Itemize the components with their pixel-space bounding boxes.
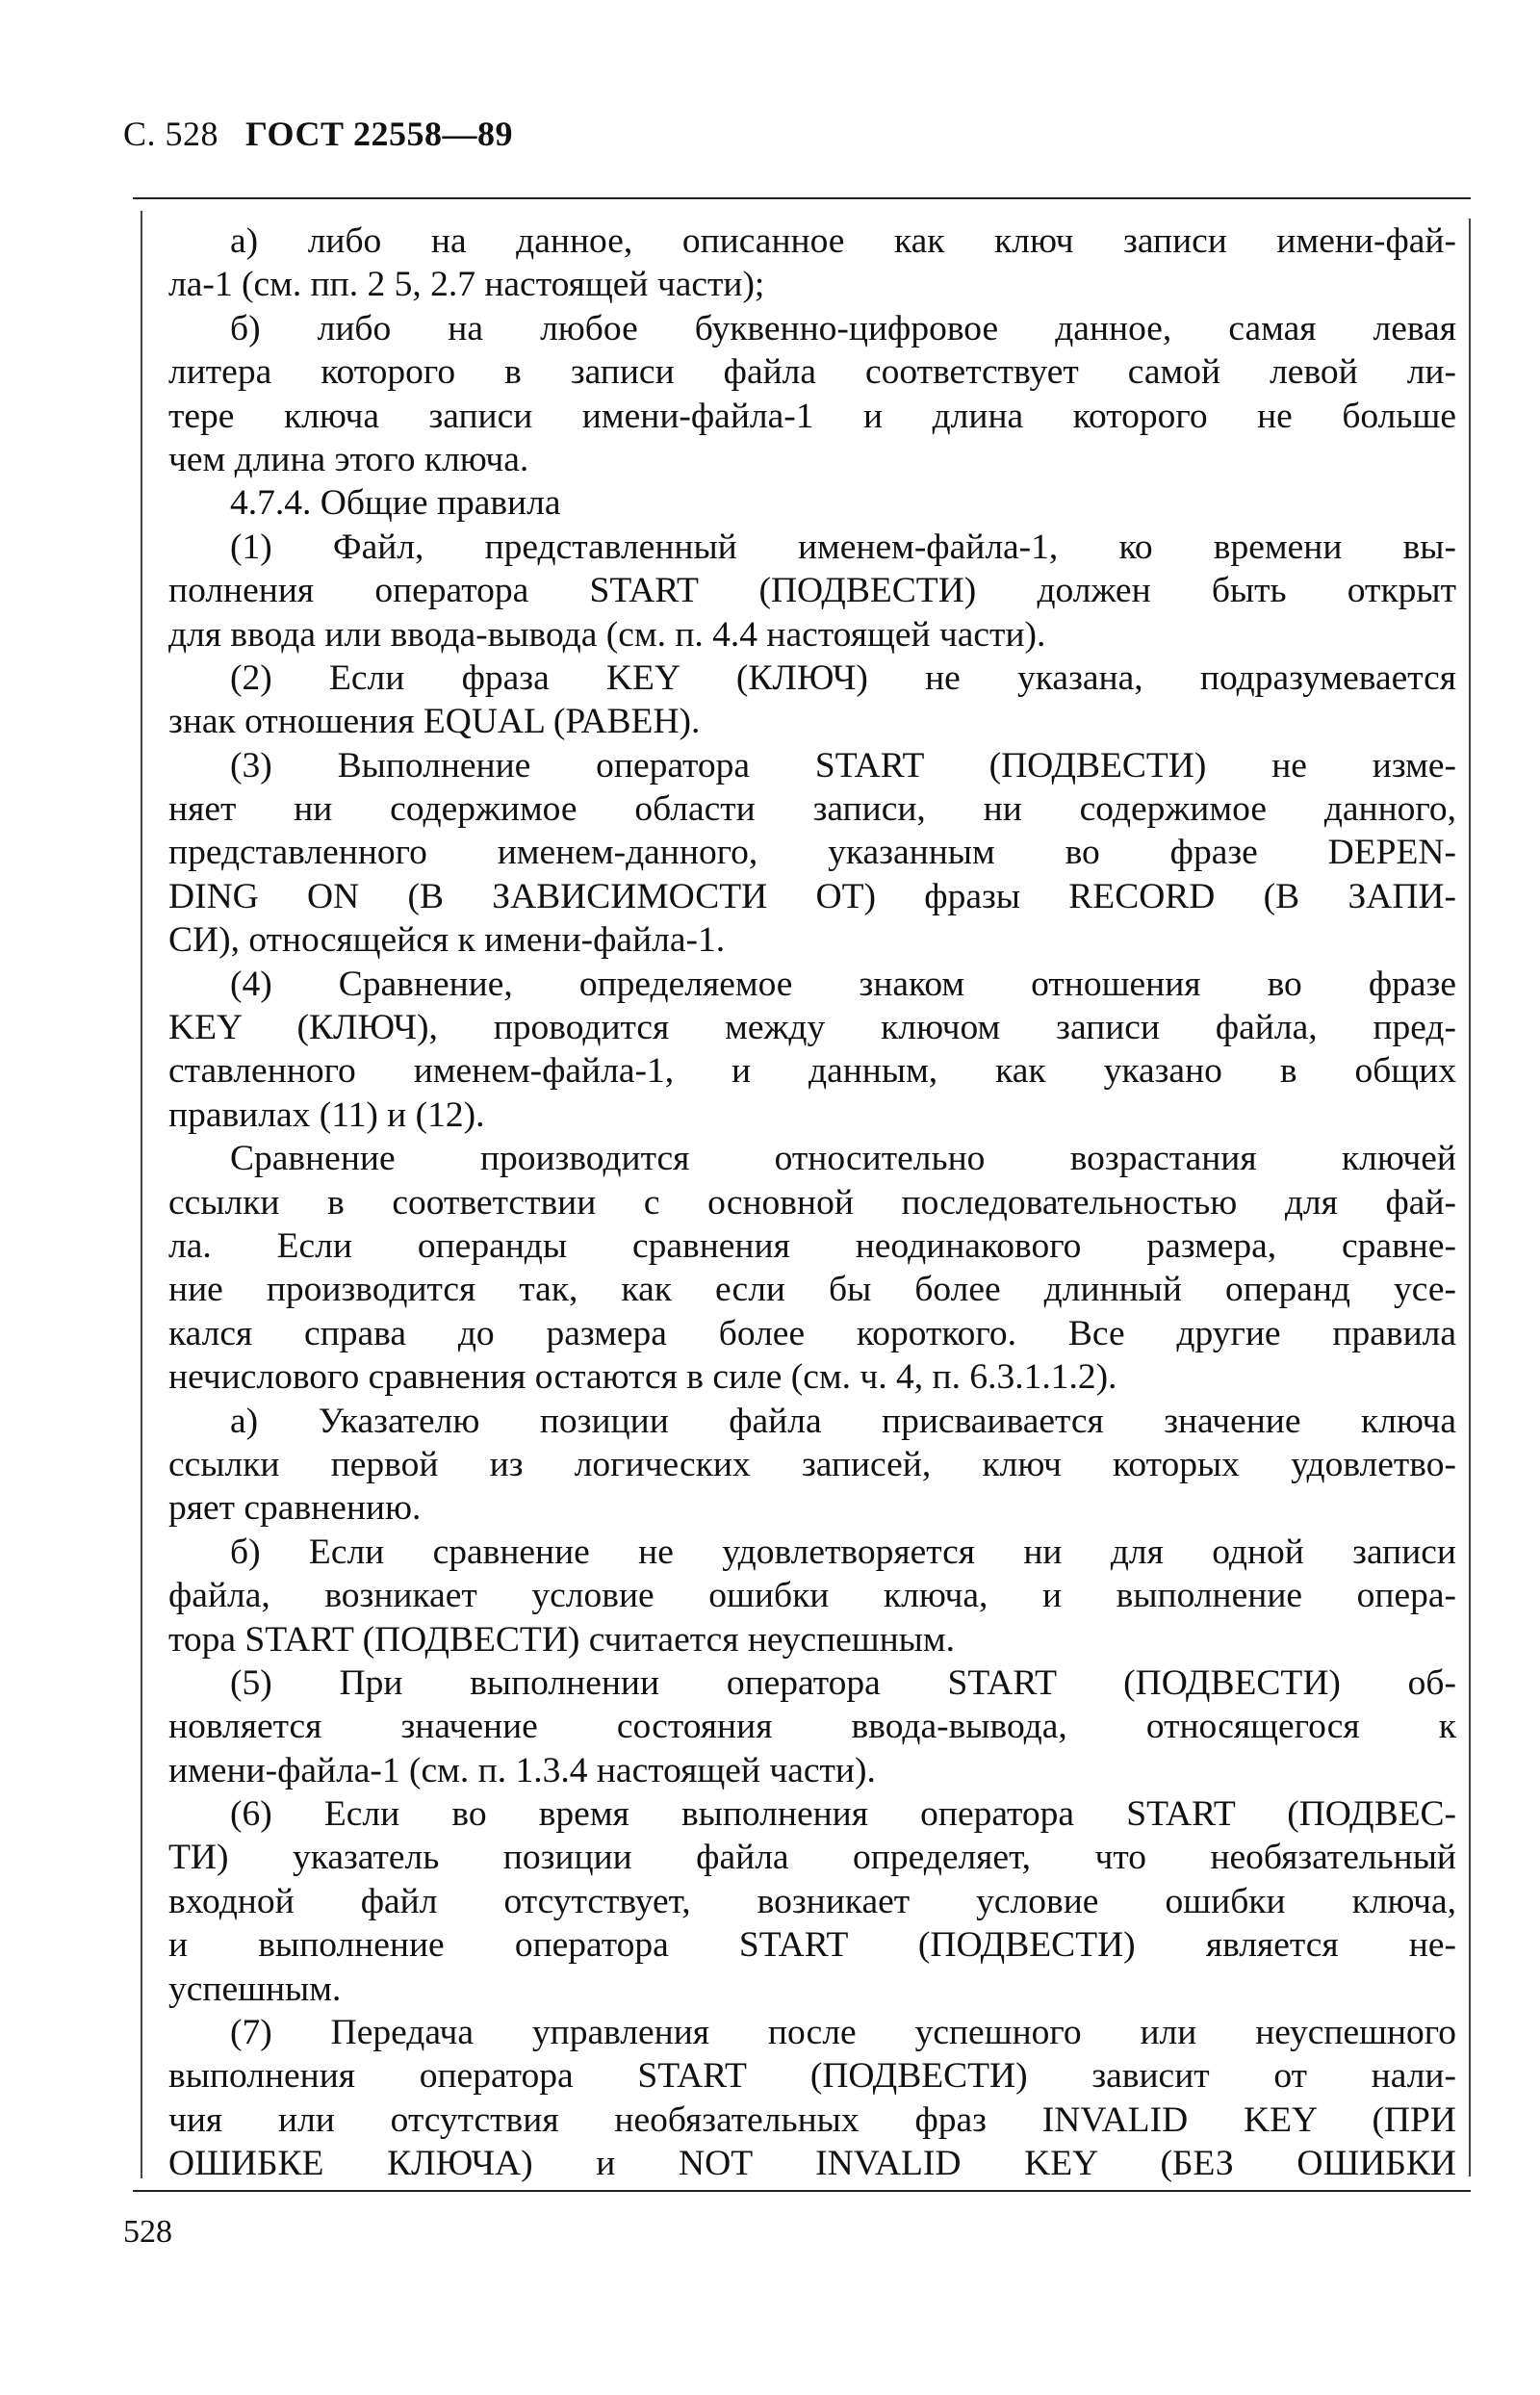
text-line: тере ключа записи имени-файла-1 и длина которого не больше xyxy=(168,396,1456,436)
text-line: DING ON (В ЗАВИСИМОСТИ ОТ) фразы RECORD (В ЗАПИ- xyxy=(168,876,1456,916)
text-line: имени-файла-1 (см. п. 1.3.4 настоящей части). xyxy=(168,1750,876,1790)
text-line: б) Если сравнение не удовлетворяется ни для одной записи xyxy=(230,1532,1456,1572)
text-line: ОШИБКЕ КЛЮЧА) и NOT INVALID KEY (БЕЗ ОШИБКИ xyxy=(168,2144,1456,2184)
text-line: ссылки в соответствии с основной последовательностью для фай- xyxy=(168,1182,1456,1223)
text-line: няет ни содержимое области записи, ни содержимое данного, xyxy=(168,789,1456,830)
text-line: ла-1 (см. пп. 2 5, 2.7 настоящей части); xyxy=(168,265,765,305)
text-line: выполнения оператора START (ПОДВЕСТИ) зависит от нали- xyxy=(168,2056,1456,2097)
page-header xyxy=(123,114,513,154)
text-line: чия или отсутствия необязательных фраз INVALID KEY (ПРИ xyxy=(168,2099,1456,2140)
text-line: успешным. xyxy=(168,1969,342,2009)
text-line: литера которого в записи файла соответствует самой левой ли- xyxy=(168,352,1456,393)
text-line: кался справа до размера более короткого. Все другие правила xyxy=(168,1313,1456,1353)
text-line: (4) Сравнение, определяемое знаком отношения во фразе xyxy=(230,964,1456,1004)
text-line: Сравнение производится относительно возрастания ключей xyxy=(230,1139,1456,1179)
standard-title: ГОСТ 22558—89 xyxy=(245,115,513,153)
text-line: файла, возникает условие ошибки ключа, и выполнение опера- xyxy=(168,1576,1456,1616)
text-line: (2) Если фраза KEY (КЛЮЧ) не указана, подразумевается xyxy=(230,657,1456,698)
text-line: (1) Файл, представленный именем-файла-1, ко времени вы- xyxy=(230,527,1456,567)
text-line: (5) При выполнении оператора START (ПОДВЕСТИ) об- xyxy=(230,1662,1456,1703)
right-margin-line xyxy=(1469,219,1471,2176)
text-line: а) либо на данное, описанное как ключ записи имени-фай- xyxy=(230,221,1456,261)
text-line: СИ), относящейся к имени-файла-1. xyxy=(168,920,726,961)
text-line: ставленного именем-файла-1, и данным, как указано в общих xyxy=(168,1051,1456,1092)
page-label: С. 528 xyxy=(123,115,219,153)
text-line: полнения оператора START (ПОДВЕСТИ) должен быть открыт xyxy=(168,571,1456,611)
text-line: правилах (11) и (12). xyxy=(168,1094,485,1135)
text-line: для ввода или ввода-вывода (см. п. 4.4 настоящей части). xyxy=(168,614,1046,655)
text-line: ряет сравнению. xyxy=(168,1488,422,1529)
text-line: (3) Выполнение оператора START (ПОДВЕСТИ) не изме- xyxy=(230,745,1456,785)
text-line: знак отношения EQUAL (РАВЕН). xyxy=(168,702,701,742)
text-line: KEY (КЛЮЧ), проводится между ключом записи файла, пред- xyxy=(168,1008,1456,1048)
document-body xyxy=(168,219,1456,2186)
text-line: 4.7.4. Общие правила xyxy=(230,483,561,524)
text-line: и выполнение оператора START (ПОДВЕСТИ) является не- xyxy=(168,1925,1456,1966)
text-line: представленного именем-данного, указанным во фразе DEPEN- xyxy=(168,833,1456,873)
text-line: а) Указателю позиции файла присваивается значение ключа xyxy=(230,1401,1456,1441)
page-number: 528 xyxy=(123,2214,172,2250)
text-line: ла. Если операнды сравнения неодинакового размера, сравне- xyxy=(168,1225,1456,1266)
text-line: нечислового сравнения остаются в силе (см. ч. 4, п. 6.3.1.1.2). xyxy=(168,1357,1117,1398)
text-line: (6) Если во время выполнения оператора START (ПОДВЕС- xyxy=(230,1794,1456,1835)
text-line: ние производится так, как если бы более длинный операнд усе- xyxy=(168,1270,1456,1310)
left-margin-line xyxy=(141,211,142,2178)
text-line: б) либо на любое буквенно-цифровое данное, самая левая xyxy=(230,308,1456,348)
text-line: ТИ) указатель позиции файла определяет, что необязательный xyxy=(168,1838,1456,1878)
text-line: тора START (ПОДВЕСТИ) считается неуспешным. xyxy=(168,1619,955,1660)
text-line: чем длина этого ключа. xyxy=(168,439,529,479)
text-line: (7) Передача управления после успешного или неуспешного xyxy=(230,2013,1456,2053)
text-line: ссылки первой из логических записей, ключ которых удовлетво- xyxy=(168,1444,1456,1484)
text-line: новляется значение состояния ввода-вывода, относящегося к xyxy=(168,1707,1456,1747)
text-line: входной файл отсутствует, возникает условие ошибки ключа, xyxy=(168,1881,1456,1921)
